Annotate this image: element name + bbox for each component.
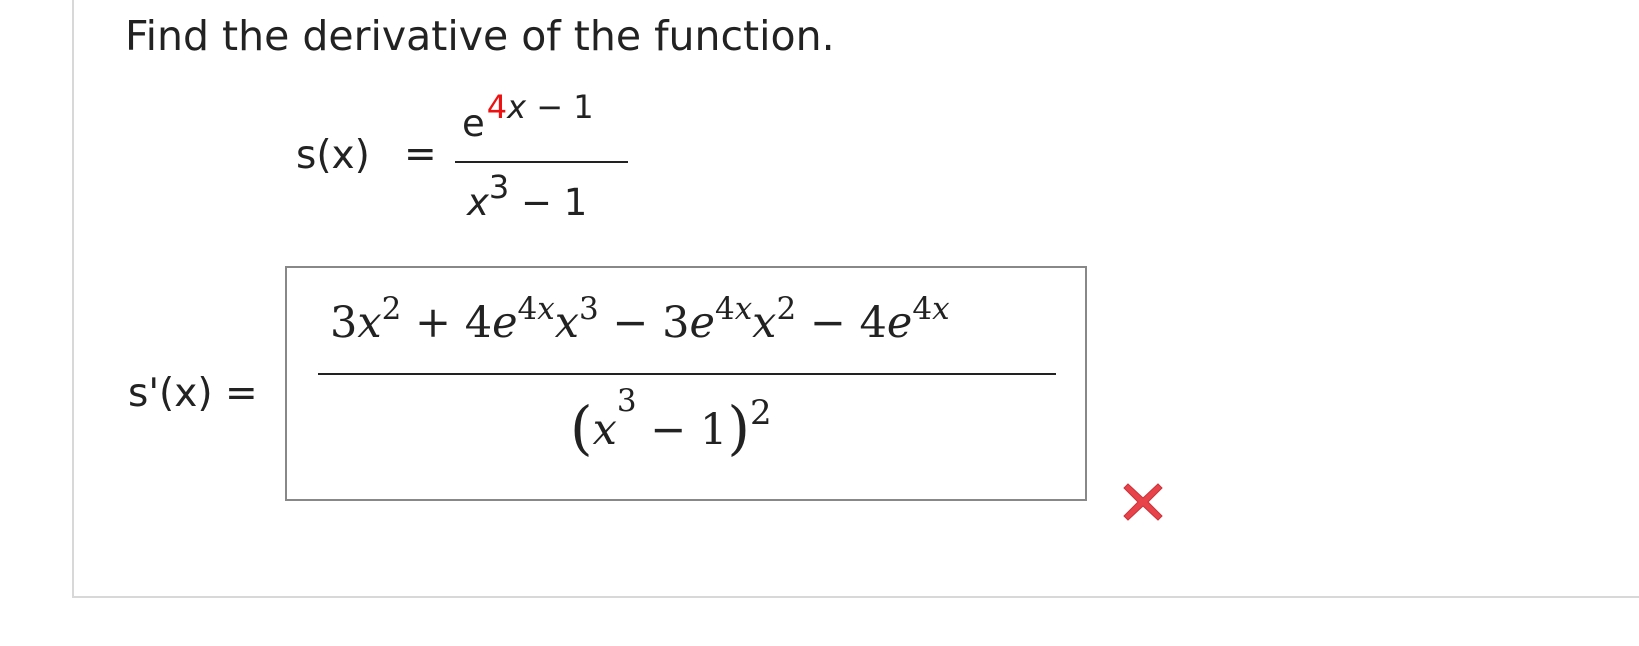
- function-label: s(x): [296, 133, 370, 178]
- question-prompt: Find the derivative of the function.: [125, 12, 835, 60]
- answer-label: s'(x) =: [128, 371, 258, 416]
- answer-fraction-bar: [318, 373, 1056, 375]
- exponent-variable: x: [507, 88, 527, 126]
- numerator-base: e: [462, 102, 485, 145]
- equals-sign: =: [404, 132, 437, 177]
- exponent-rest: − 1: [526, 88, 594, 126]
- red-x-icon: [1120, 478, 1166, 524]
- answer-numerator: $3x^2 + 4e^{4x}x^3 - 3e^{4x}x^2 - 4e^{4x}$: [330, 291, 950, 348]
- denominator-exponent: 3: [488, 168, 510, 206]
- denominator-base: x: [467, 181, 489, 224]
- exponent-coefficient: 4: [486, 88, 508, 126]
- function-fraction-bar: [455, 161, 628, 163]
- function-numerator: [462, 88, 594, 145]
- denominator-rest: − 1: [509, 181, 588, 224]
- answer-denominator: $(x^3 - 1)^2$: [570, 383, 772, 462]
- function-denominator: [467, 168, 588, 224]
- numerator-exponent: [487, 88, 594, 126]
